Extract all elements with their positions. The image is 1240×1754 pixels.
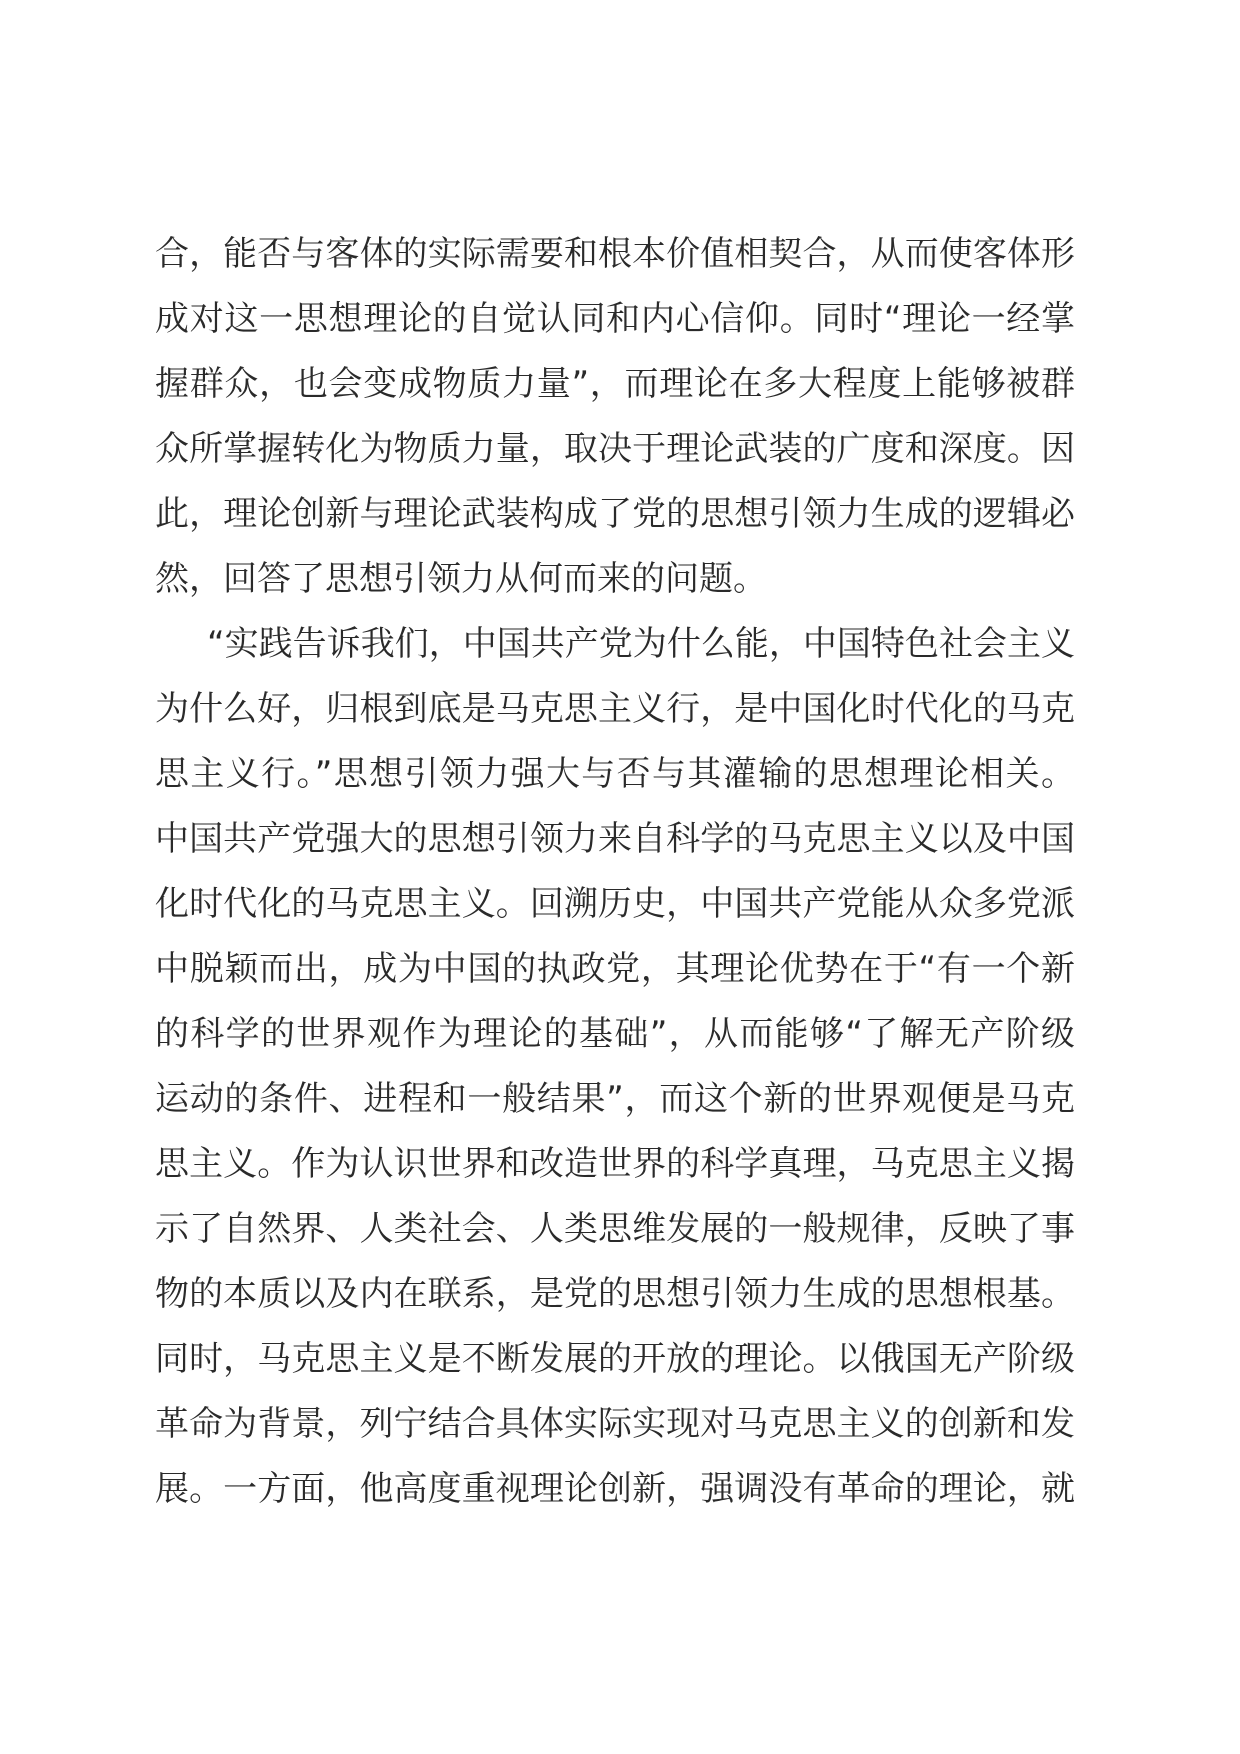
paragraph-1 [155,222,1075,612]
text-line: 化时代化的马克思主义。回溯历史，中国共产党能从众多党派 [155,884,1075,924]
text-line: 思主义行。”思想引领力强大与否与其灌输的思想理论相关。 [155,754,1075,794]
text-line: 众所掌握转化为物质力量，取决于理论武装的广度和深度。因 [155,429,1075,469]
text-line: 运动的条件、进程和一般结果”，而这个新的世界观便是马克 [155,1079,1075,1119]
text-line: “实践告诉我们，中国共产党为什么能，中国特色社会主义 [207,624,1075,664]
text-line: 然，回答了思想引领力从何而来的问题。 [155,559,767,599]
text-line: 物的本质以及内在联系，是党的思想引领力生成的思想根基。 [155,1274,1075,1314]
text-line: 为什么好，归根到底是马克思主义行，是中国化时代化的马克 [155,689,1075,729]
text-line: 此，理论创新与理论武装构成了党的思想引领力生成的逻辑必 [155,494,1075,534]
text-line: 的科学的世界观作为理论的基础”，从而能够“了解无产阶级 [155,1014,1075,1054]
text-line: 示了自然界、人类社会、人类思维发展的一般规律，反映了事 [155,1209,1075,1249]
text-line: 革命为背景，列宁结合具体实际实现对马克思主义的创新和发 [155,1404,1075,1444]
text-line: 展。一方面，他高度重视理论创新，强调没有革命的理论，就 [155,1469,1075,1509]
text-line: 中脱颖而出，成为中国的执政党，其理论优势在于“有一个新 [155,949,1075,989]
paragraph-2 [155,612,1075,1522]
text-line: 握群众，也会变成物质力量”，而理论在多大程度上能够被群 [155,364,1075,404]
text-line: 成对这一思想理论的自觉认同和内心信仰。同时“理论一经掌 [155,299,1075,339]
text-line: 合，能否与客体的实际需要和根本价值相契合，从而使客体形 [155,234,1075,274]
text-line: 同时，马克思主义是不断发展的开放的理论。以俄国无产阶级 [155,1339,1075,1379]
text-line: 中国共产党强大的思想引领力来自科学的马克思主义以及中国 [155,819,1075,859]
text-line: 思主义。作为认识世界和改造世界的科学真理，马克思主义揭 [155,1144,1075,1184]
body-text [155,222,1075,1522]
